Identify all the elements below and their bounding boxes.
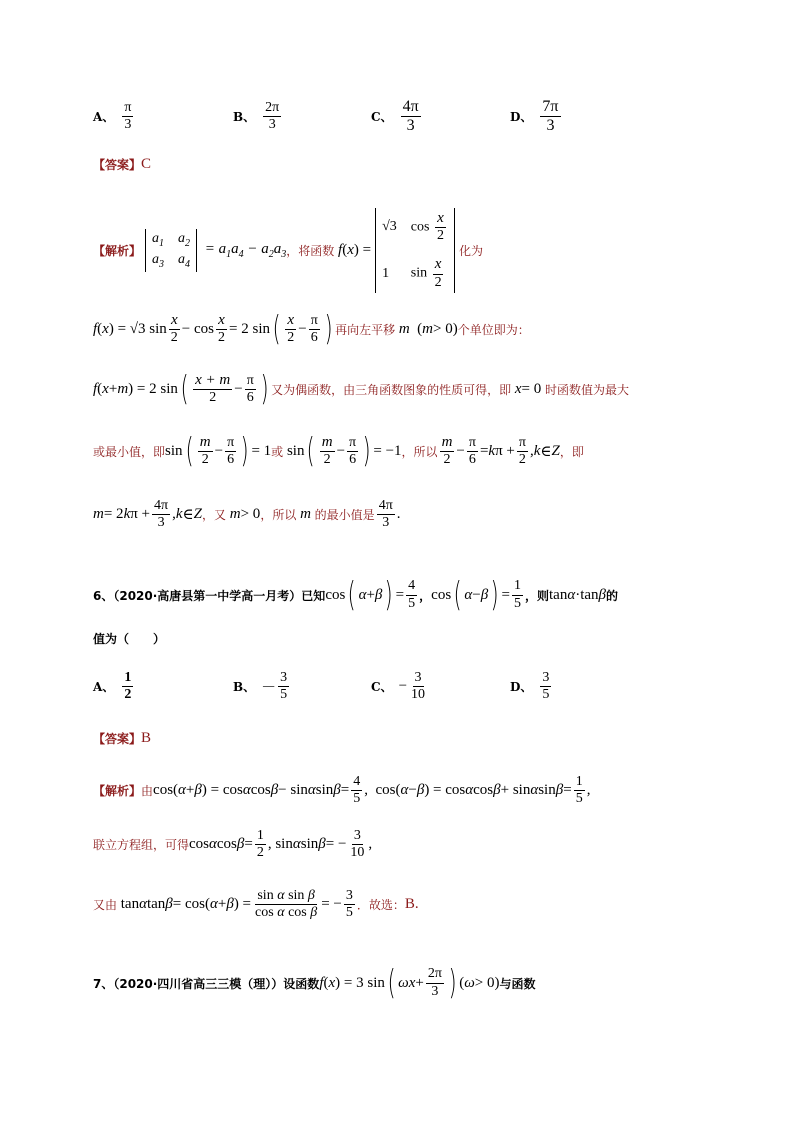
q5-answer	[93, 156, 151, 173]
q6-option-a: A、 $\frac{1}{2}$	[93, 670, 132, 703]
option-fraction: $\frac{3}{5}$	[280, 670, 288, 703]
q5-option-a	[93, 100, 135, 133]
option-fraction: $\frac{3}{5}$	[542, 670, 550, 703]
option-fraction: $\frac{7\pi}{3}$	[542, 98, 559, 135]
q6-analysis-line-2: 联立方程组，可得 cos α cos β = $\frac{1}{2}$ , sin α sin β = − $\frac{3}{10}$ ,	[93, 828, 373, 861]
q6-analysis-line-1: 【解析】 由 cos( α + β ) = cos α cos β − sin α sin β = $\frac{4}{5}$ , cos( α − β ) = cos α cos β + sin α sin β = $\frac{1}{5}$ ,	[93, 774, 591, 807]
option-label: C、	[371, 110, 393, 125]
option-label: D、	[510, 110, 533, 125]
q5-analysis-line-1: 【解析】 $a_1$ $a_2$ $a_3$ $a_4$ = $a_1a_4 - a_2a_3$ ，将函数 f ( x ) = √3 cos $\frac{x}{2}$ 1 sin $\frac{x}{2}$ 化为	[93, 208, 483, 293]
option-fraction: $\frac{2\pi}{3}$	[265, 100, 280, 133]
answer-value: C	[141, 156, 152, 172]
q5-analysis-line-3: f ( x + m ) = 2 sin ( $\frac{x + m}{2}$ − $\frac{\pi}{6}$ ) 又为偶函数，由三角函数图象的性质可得，即 x = 0 时函数值为最大	[93, 369, 629, 410]
option-fraction: $\frac{1}{2}$	[124, 670, 132, 703]
answer-tag: 【答案】	[93, 158, 142, 172]
q6-prefix: 6、（2020·高唐县第一中学高一月考）已知	[93, 588, 326, 603]
q6-stem: 6、（2020·高唐县第一中学高一月考）已知 cos ( α + β ) = $\frac{4}{5}$ ， cos ( α − β ) = $\frac{1}{5}$ ，则 tan α ·tan β 的	[93, 575, 619, 615]
option-label: B、	[233, 110, 256, 125]
determinant-2: √3 cos $\frac{x}{2}$ 1 sin $\frac{x}{2}$	[375, 208, 455, 293]
determinant: $a_1$ $a_2$ $a_3$ $a_4$	[145, 229, 197, 273]
option-fraction: $\frac{3}{10}$	[411, 670, 426, 703]
q5-analysis-line-2: f ( x ) = √3 sin $\frac{x}{2}$ − cos $\frac{x}{2}$ = 2 sin ( $\frac{x}{2}$ − $\frac{\pi}{6}$ ) 再向左平移 m ( m > 0) 个单位即为：	[93, 309, 530, 350]
q6-option-b: B、 － $\frac{3}{5}$	[233, 670, 288, 703]
q6-option-c: C、 − $\frac{3}{10}$	[371, 670, 426, 703]
analysis-tag: 【解析】	[93, 243, 142, 258]
q6-stem-line-2: 值为（ ）	[93, 632, 166, 646]
q5-option-b	[233, 100, 283, 133]
q5-option-c	[371, 98, 423, 136]
option-label: A、	[93, 110, 115, 125]
q6-analysis-line-3: 又由 tan α tan β = cos( α + β ) = $\frac{\text{sin α sin β}}{\text{cos α cos β}}$ = − $\frac{3}{5}$ ．故选： B.	[93, 888, 419, 921]
q5-analysis-line-5: m = 2 k π + $\frac{4\pi}{3}$ , k ∈ Z ，又 m > 0 ，所以 m 的最小值是 $\frac{4\pi}{3}$ .	[93, 498, 401, 531]
q5-analysis-line-4: 或最小值，即 sin ( $\frac{m}{2}$ − $\frac{\pi}{6}$ ) = 1 或 sin ( $\frac{m}{2}$ − $\frac{\pi}{6}$ ) = −1 ，所以 $\frac{m}{2}$ − $\frac{\pi}{6}$ = k π + $\frac{\pi}{2}$ , k ∈ Z ，即	[93, 431, 584, 472]
q6-option-d: D、 $\frac{3}{5}$	[510, 670, 550, 703]
q7-stem: 7、（2020·四川省高三三模（理））设函数 f ( x ) = 3 sin ( ωx + $\frac{2\pi}{3}$ ) ( ω > 0) 与函数	[93, 963, 536, 1003]
q5-option-d	[510, 98, 563, 136]
option-fraction: $\frac{4\pi}{3}$	[402, 98, 419, 135]
q6-answer: 【答案】 B	[93, 730, 152, 746]
option-fraction: $\frac{\pi}{3}$	[124, 100, 132, 133]
